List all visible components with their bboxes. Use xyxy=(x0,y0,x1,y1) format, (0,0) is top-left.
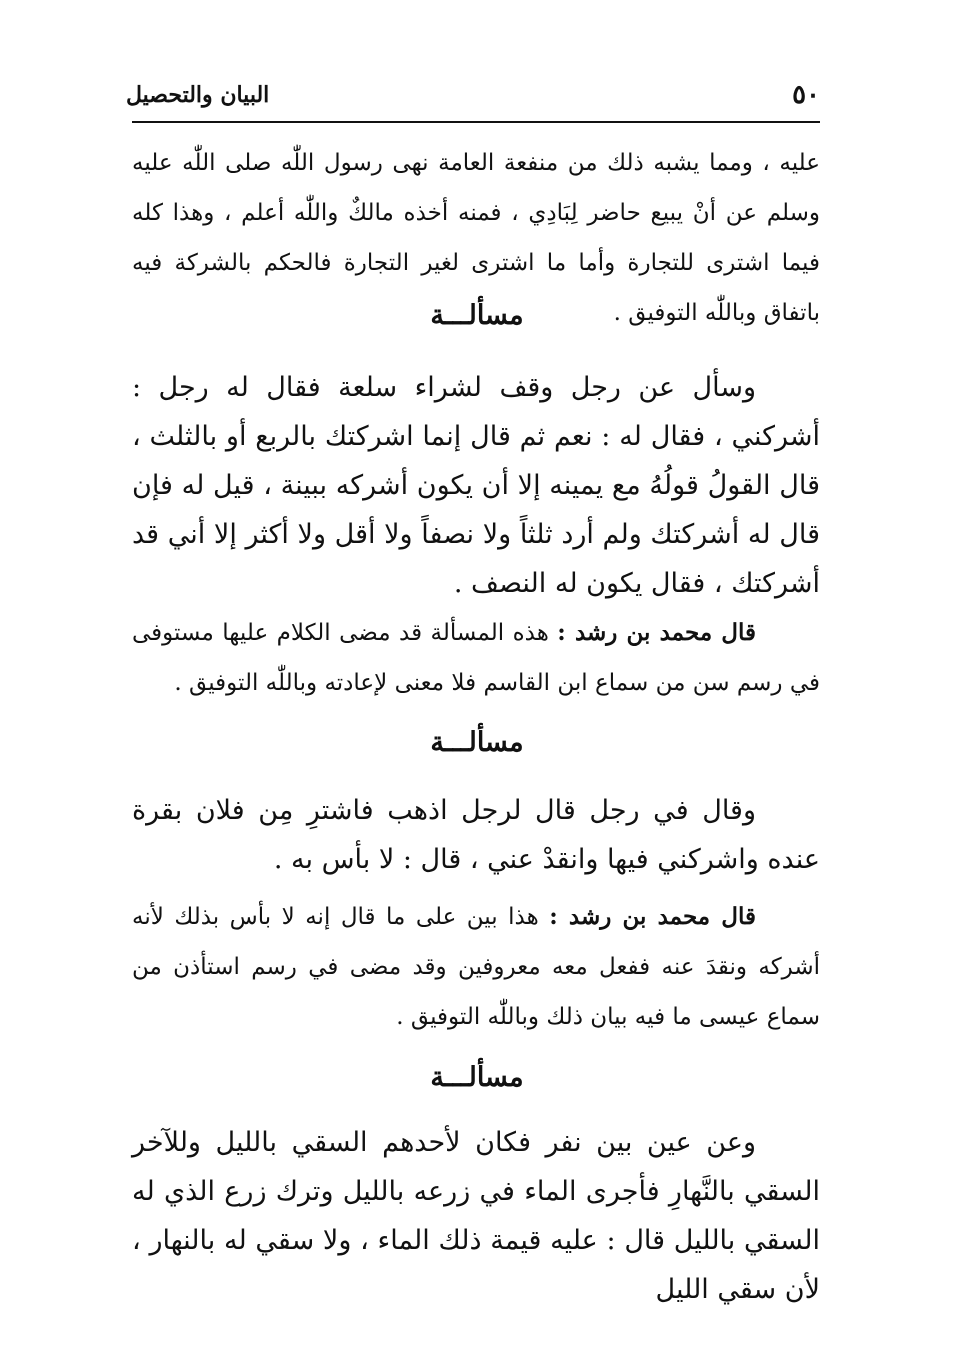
commentary-paragraph xyxy=(132,608,820,708)
question-paragraph xyxy=(132,1118,820,1314)
commentary-text: هذه المسألة قد مضى الكلام عليها مستوفى في رسم سن من سماع ابن القاسم فلا معنى لإعادته وباللّٰه التوفيق . xyxy=(132,620,820,696)
question-paragraph xyxy=(132,786,820,884)
page-header xyxy=(126,78,820,118)
section-heading: مسألـــة xyxy=(430,300,524,331)
paragraph-text: وعن عين بين نفر فكان لأحدهم السقي بالليل وللآخر السقي بالنَّهارِ فأجرى الماء في زرعه بالليل وترك زرع الذي له السقي بالليل قال : عليه قيمة ذلك الماء ، ولا سقي له بالنهار ، لأن سقي الليل xyxy=(132,1127,820,1305)
paragraph-text: عليه ، ومما يشبه ذلك من منفعة العامة نهى رسول اللّٰه صلى اللّٰه عليه وسلم عن أنْ يبيع حاضر لِبَادِي ، فمنه أخذه مالكٌ واللّٰه أعلم ، وهذا كله فيما اشترى للتجارة وأما ما اشترى لغير التجارة فالحكم بالشركة فيه باتفاق وباللّٰه التوفيق . xyxy=(132,150,820,326)
commentary-speaker: قال محمد بن رشد : xyxy=(549,903,756,930)
header-rule xyxy=(132,121,820,123)
running-title: البيان والتحصيل xyxy=(126,82,270,108)
commentary-paragraph xyxy=(132,892,820,1042)
paragraph-text: وقال في رجل قال لرجل اذهب فاشترِ مِن فلان بقرة عنده واشركني فيها وانقدْ عني ، قال : لا بأس به . xyxy=(132,795,820,875)
page-number: ٥٠ xyxy=(792,80,820,110)
question-paragraph xyxy=(132,363,820,608)
section-heading: مسألـــة xyxy=(430,1062,524,1093)
paragraph-text: وسأل عن رجل وقف لشراء سلعة فقال له رجل : أشركني ، فقال له : نعم ثم قال إنما اشركتك بالربع أو بالثلث ، قال القولُ قولُهُ مع يمينه إلا أن يكون أشركه ببينة ، قيل له فإن قال له أشركتك ولم أرد ثلثاً ولا نصفاً ولا أقل ولا أكثر إلا أني قد أشركتك ، فقال يكون له النصف . xyxy=(132,372,820,599)
section-heading: مسألـــة xyxy=(430,727,524,758)
commentary-text: هذا بين على ما قال إنه لا بأس بذلك لأنه أشركه ونقدَ عنه ففعل معه معروفين وقد مضى في رسم استأذن من سماع عيسى ما فيه بيان ذلك وباللّٰه التوفيق . xyxy=(132,904,820,1030)
commentary-speaker: قال محمد بن رشد : xyxy=(557,619,757,646)
